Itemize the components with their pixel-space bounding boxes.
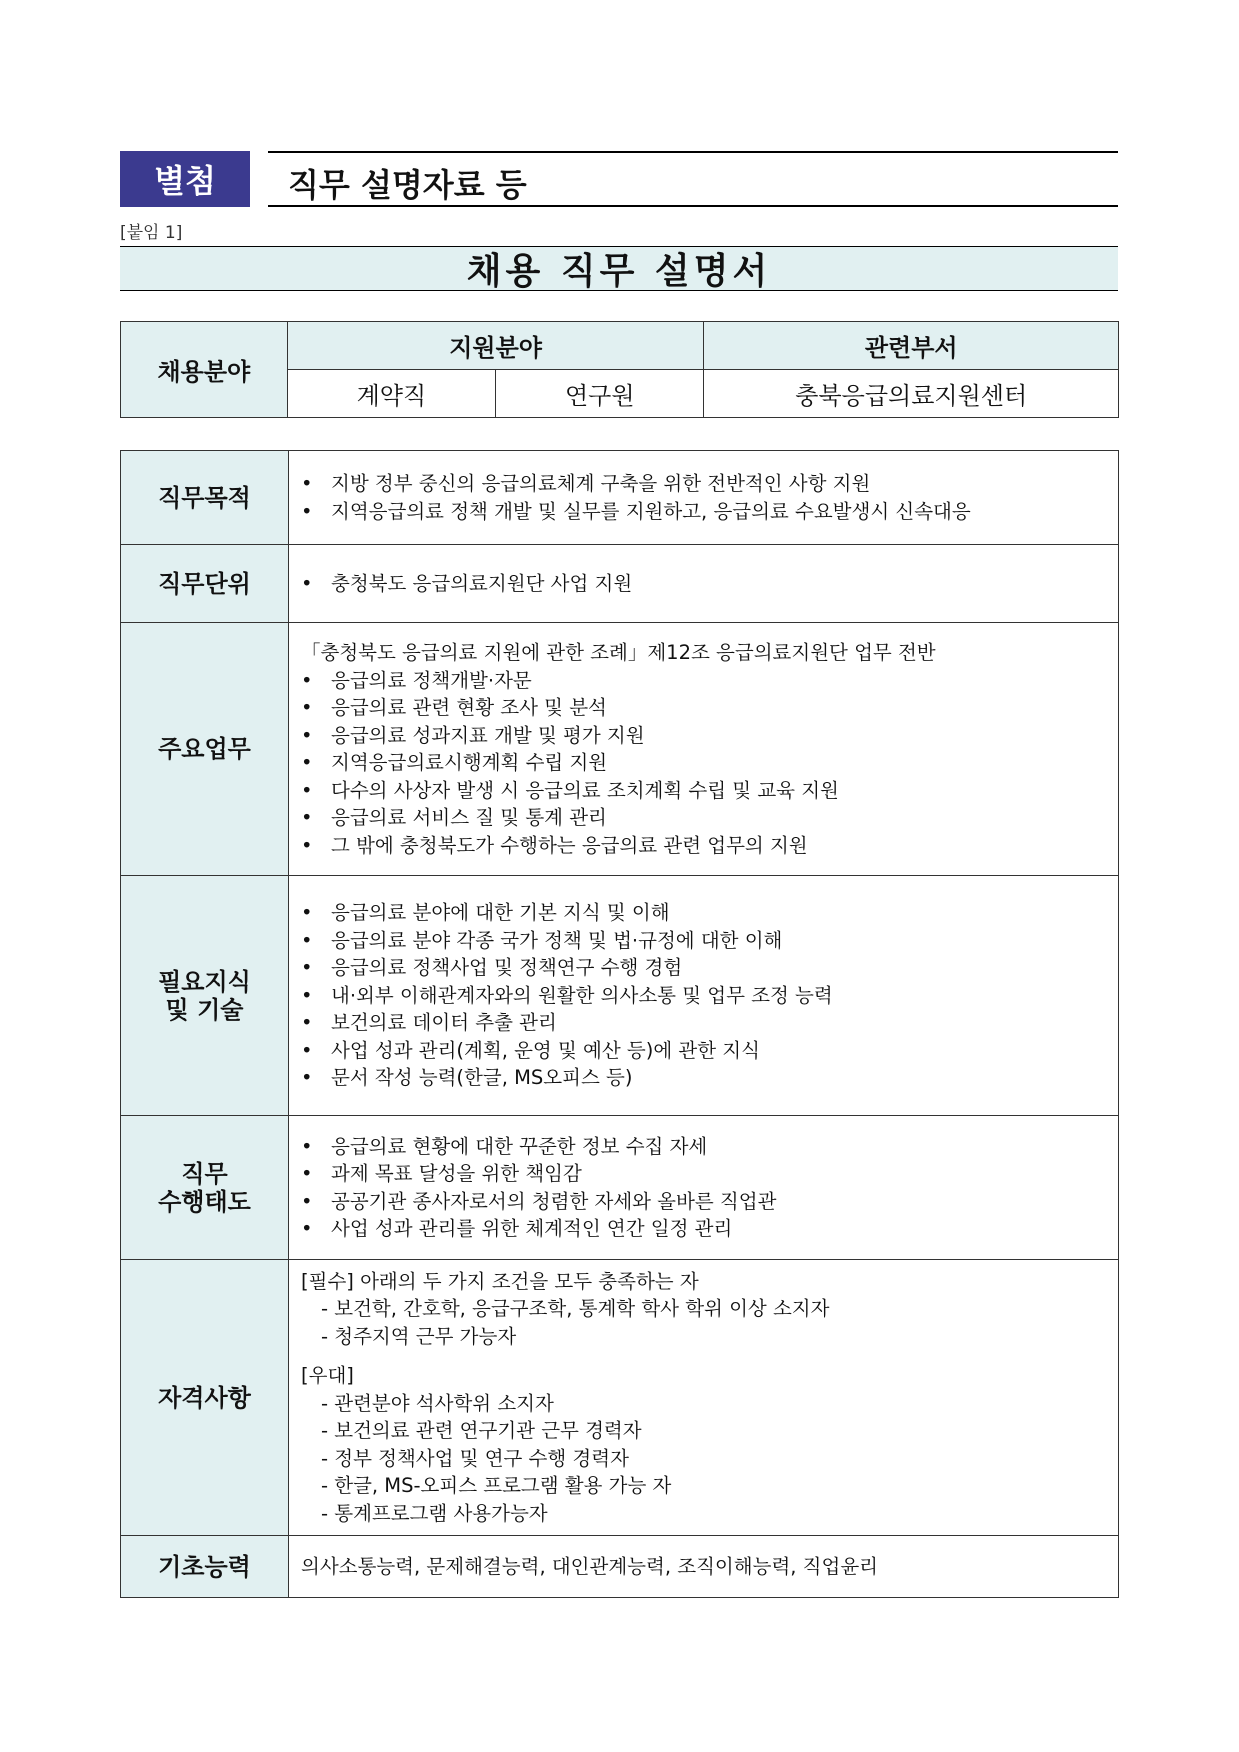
list-item: • 사업 성과 관리를 위한 체계적인 연간 일정 관리 [301,1215,1106,1243]
attitude-label-line1: 직무 [181,1159,228,1188]
purpose-label: 직무목적 [121,451,289,545]
list-item: - 관련분야 석사학위 소지자 [321,1391,554,1415]
list-item: - 보건의료 관련 연구기관 근무 경력자 [321,1419,642,1443]
list-item: • 응급의료 관련 현황 조사 및 분석 [301,694,1106,722]
qualifications-label: 자격사항 [121,1260,289,1536]
table-row [121,1260,1119,1536]
header-title-bar [268,151,1118,207]
duties-intro: 「충청북도 응급의료 지원에 관한 조례」제12조 응급의료지원단 업무 전반 [301,641,936,664]
list-item: - 통계프로그램 사용가능자 [321,1501,548,1525]
skills-label [121,876,289,1116]
list-item: • 지역응급의료 정책 개발 및 실무를 지원하고, 응급의료 수요발생시 신속대응 [301,498,1106,526]
list-item: • 다수의 사상자 발생 시 응급의료 조치계획 수립 및 교육 지원 [301,777,1106,805]
duties-label: 주요업무 [121,623,289,876]
list-item: • 지역응급의료시행계획 수립 지원 [301,749,1106,777]
attitude-label [121,1116,289,1260]
job-description-table [120,450,1119,1598]
page-title: 채용 직무 설명서 [120,246,1118,291]
list-item: • 응급의료 서비스 질 및 통계 관리 [301,804,1106,832]
list-item: • 응급의료 정책개발·자문 [301,667,1106,695]
position-cell: 연구원 [496,370,704,418]
attachment-badge: 별첨 [120,151,250,207]
list-item: • 응급의료 현황에 대한 꾸준한 정보 수집 자세 [301,1133,1106,1161]
list-item: • 보건의료 데이터 추출 관리 [301,1009,1106,1037]
attitude-content [289,1116,1119,1260]
table-row [121,451,1119,545]
required-title: [필수] 아래의 두 가지 조건을 모두 충족하는 자 [301,1269,699,1293]
list-item: - 보건학, 간호학, 응급구조학, 통계학 학사 학위 이상 소지자 [321,1297,830,1321]
preferred-title: [우대] [301,1364,354,1388]
apply-field-header: 지원분야 [287,322,704,370]
unit-label: 직무단위 [121,545,289,623]
employment-type-cell: 계약직 [287,370,495,418]
list-item: • 문서 작성 능력(한글, MS오피스 등) [301,1064,1106,1092]
list-item: • 그 밖에 충청북도가 수행하는 응급의료 관련 업무의 지원 [301,832,1106,860]
basic-ability-content: 의사소통능력, 문제해결능력, 대인관계능력, 조직이해능력, 직업윤리 [289,1536,1119,1598]
list-item: • 내·외부 이해관계자와의 원활한 의사소통 및 업무 조정 능력 [301,982,1106,1010]
list-item: • 지방 정부 중신의 응급의료체계 구축을 위한 전반적인 사항 지원 [301,470,1106,498]
list-item: • 과제 목표 달성을 위한 책임감 [301,1160,1106,1188]
basic-ability-label: 기초능력 [121,1536,289,1598]
skills-label-line2: 및 기술 [165,995,244,1024]
list-item: • 응급의료 정책사업 및 정책연구 수행 경험 [301,954,1106,982]
table-row [121,545,1119,623]
header [120,151,1118,207]
table-row [121,623,1119,876]
duties-content [289,623,1119,876]
purpose-content [289,451,1119,545]
table-row [121,1116,1119,1260]
list-item: - 청주지역 근무 가능자 [321,1324,517,1348]
qualifications-content [289,1260,1119,1536]
attachment-label: [붙임 1] [120,223,183,243]
header-title: 직무 설명자료 등 [288,166,527,204]
skills-label-line1: 필요지식 [158,967,251,996]
list-item: • 응급의료 성과지표 개발 및 평가 지원 [301,722,1106,750]
recruit-field-label: 채용분야 [121,322,288,418]
department-cell: 충북응급의료지원센터 [704,370,1119,418]
skills-content [289,876,1119,1116]
unit-content [289,545,1119,623]
table-row [121,876,1119,1116]
list-item: • 사업 성과 관리(계획, 운영 및 예산 등)에 관한 지식 [301,1037,1106,1065]
list-item: • 충청북도 응급의료지원단 사업 지원 [301,570,1106,598]
list-item: - 정부 정책사업 및 연구 수행 경력자 [321,1446,629,1470]
list-item: • 공공기관 종사자로서의 청렴한 자세와 올바른 직업관 [301,1188,1106,1216]
table-row [121,1536,1119,1598]
attitude-label-line2: 수행태도 [158,1187,251,1216]
list-item: • 응급의료 분야 각종 국가 정책 및 법·규정에 대한 이해 [301,927,1106,955]
list-item: - 한글, MS-오피스 프로그램 활용 가능 자 [321,1474,672,1498]
recruit-table [120,321,1119,418]
department-header: 관련부서 [704,322,1119,370]
list-item: • 응급의료 분야에 대한 기본 지식 및 이해 [301,899,1106,927]
